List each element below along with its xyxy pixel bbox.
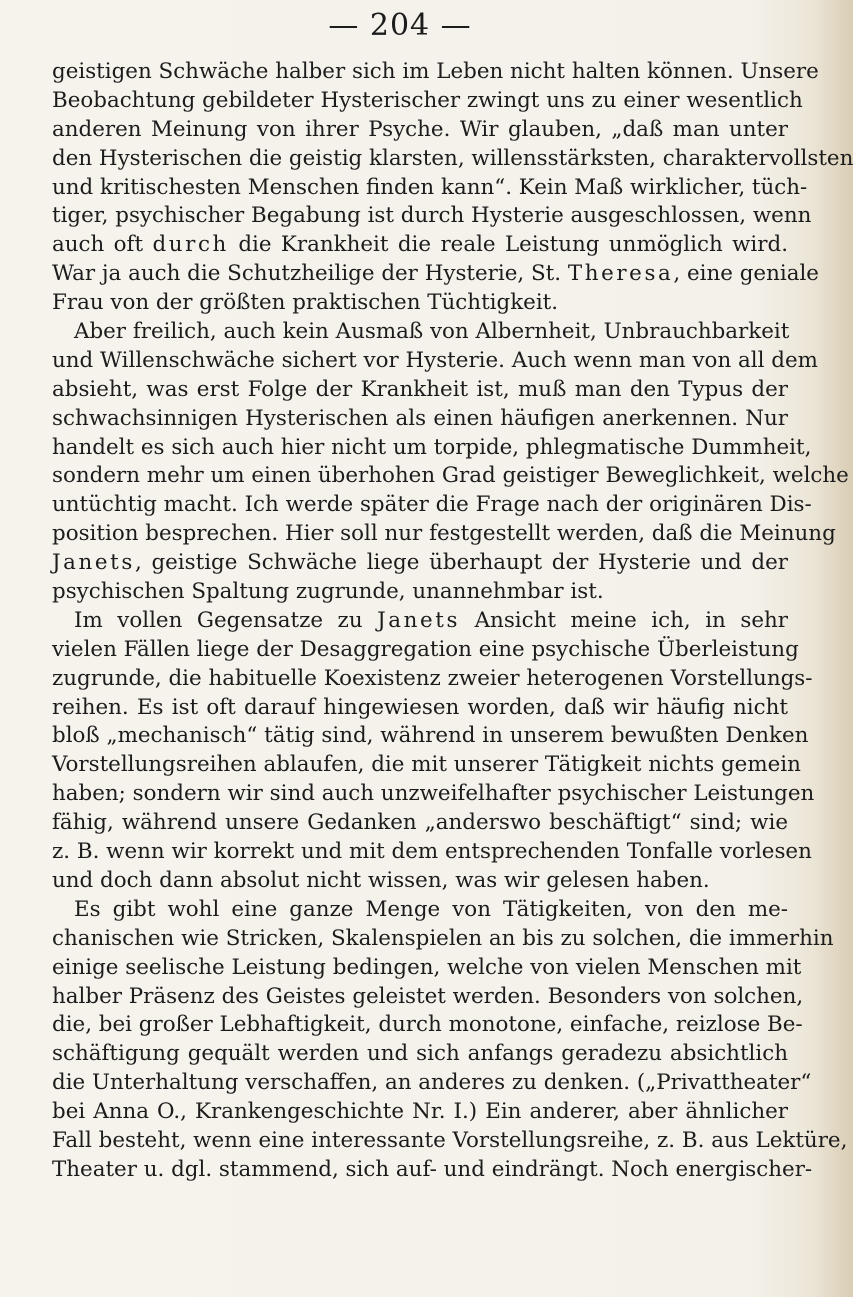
text-line: handelt es sich auch hier nicht um torpide, phlegmatische Dummheit, <box>52 434 812 460</box>
text-line: bei Anna O., Krankengeschichte Nr. I.) Ein anderer, aber ähnlicher <box>52 1099 788 1125</box>
text-line: und doch dann absolut nicht wissen, was wir gelesen haben. <box>52 867 710 893</box>
text-line <box>52 607 788 636</box>
spaced-name: Theresa <box>567 261 674 287</box>
text-line: zugrunde, die habituelle Koexistenz zweier heterogenen Vorstellungs- <box>52 665 813 691</box>
text-line <box>52 231 788 260</box>
page-number: — 204 — <box>328 8 472 43</box>
text-line: die Unterhaltung verschaffen, an anderes zu denken. („Privattheater“ <box>52 1070 812 1096</box>
text-line: einige seelische Leistung bedingen, welche von vielen Menschen mit <box>52 954 802 980</box>
text-line: untüchtig macht. Ich werde später die Frage nach der originären Dis- <box>52 492 812 518</box>
text-line: absieht, was erst Folge der Krankheit ist, muß man den Typus der <box>52 376 788 402</box>
text-line: fähig, während unsere Gedanken „anderswo beschäftigt“ sind; wie <box>52 810 788 836</box>
text-line: Frau von der größten praktischen Tüchtigkeit. <box>52 290 559 316</box>
text-line: halber Präsenz des Geistes geleistet werden. Besonders von solchen, <box>52 983 804 1009</box>
text-line: den Hysterischen die geistig klarsten, willensstärksten, charaktervollsten <box>52 145 853 171</box>
text-line: und Willenschwäche sichert vor Hysterie. Auch wenn man von all dem <box>52 347 818 373</box>
text-line: anderen Meinung von ihrer Psyche. Wir glauben, „daß man unter <box>52 116 788 142</box>
text-line: position besprechen. Hier soll nur festgestellt werden, daß die Meinung <box>52 521 836 547</box>
body-text <box>52 58 853 1185</box>
text-line: haben; sondern wir sind auch unzweifelhafter psychischer Leistungen <box>52 781 815 807</box>
text-line: sondern mehr um einen überhohen Grad geistiger Beweglichkeit, welche <box>52 463 849 489</box>
text-line: Vorstellungsreihen ablaufen, die mit unserer Tätigkeit nichts gemein <box>52 752 801 778</box>
text-line: psychischen Spaltung zugrunde, unannehmbar ist. <box>52 579 604 605</box>
text-line: z. B. wenn wir korrekt und mit dem entsprechenden Tonfalle vorlesen <box>52 839 812 865</box>
text-line: und kritischesten Menschen finden kann“. Kein Maß wirklicher, tüch- <box>52 174 808 200</box>
text-line: geistigen Schwäche halber sich im Leben nicht halten können. Unsere <box>52 59 819 84</box>
text-line: vielen Fällen liege der Desaggregation eine psychische Überleistung <box>52 636 799 662</box>
text-segment: Im vollen Gegensatze zu <box>74 607 378 633</box>
text-line: schwachsinnigen Hysterischen als einen häufigen anerkennen. Nur <box>52 405 788 431</box>
spaced-name: durch <box>152 232 229 258</box>
text-line: Es gibt wohl eine ganze Menge von Tätigkeiten, von den me- <box>74 896 788 922</box>
text-segment: Ansicht meine ich, in sehr <box>460 607 788 633</box>
text-segment: , geistige Schwäche liege überhaupt der Hysterie und der <box>134 550 788 576</box>
text-line: chanischen wie Stricken, Skalenspielen an bis zu solchen, die immerhin <box>52 925 834 951</box>
text-line: schäftigung gequält werden und sich anfangs geradezu absichtlich <box>52 1041 788 1067</box>
text-line: Beobachtung gebildeter Hysterischer zwingt uns zu einer wesentlich <box>52 87 803 113</box>
text-line: Aber freilich, auch kein Ausmaß von Albernheit, Unbrauchbarkeit <box>74 319 790 345</box>
text-line: reihen. Es ist oft darauf hingewiesen worden, daß wir häufig nicht <box>52 694 788 720</box>
text-segment: auch oft <box>52 232 153 258</box>
text-line: bloß „mechanisch“ tätig sind, während in unserem bewußten Denken <box>52 723 809 749</box>
text-line: tiger, psychischer Begabung ist durch Hysterie ausgeschlossen, wenn <box>52 203 812 229</box>
text-line: Fall besteht, wenn eine interessante Vorstellungsreihe, z. B. aus Lektüre, <box>52 1127 848 1153</box>
text-line: Theater u. dgl. stammend, sich auf- und eindrängt. Noch energischer- <box>52 1156 813 1182</box>
text-line <box>52 260 819 289</box>
text-line <box>52 549 788 578</box>
spaced-name: Janets <box>377 607 461 633</box>
text-segment: , eine geniale <box>673 261 819 287</box>
text-segment: War ja auch die Schutzheilige der Hysterie, St. <box>52 261 568 287</box>
text-line: die, bei großer Lebhaftigkeit, durch monotone, einfache, reizlose Be- <box>52 1012 803 1038</box>
spaced-name: Janets <box>52 550 135 576</box>
text-segment: die Krankheit die reale Leistung unmöglich wird. <box>228 232 788 258</box>
